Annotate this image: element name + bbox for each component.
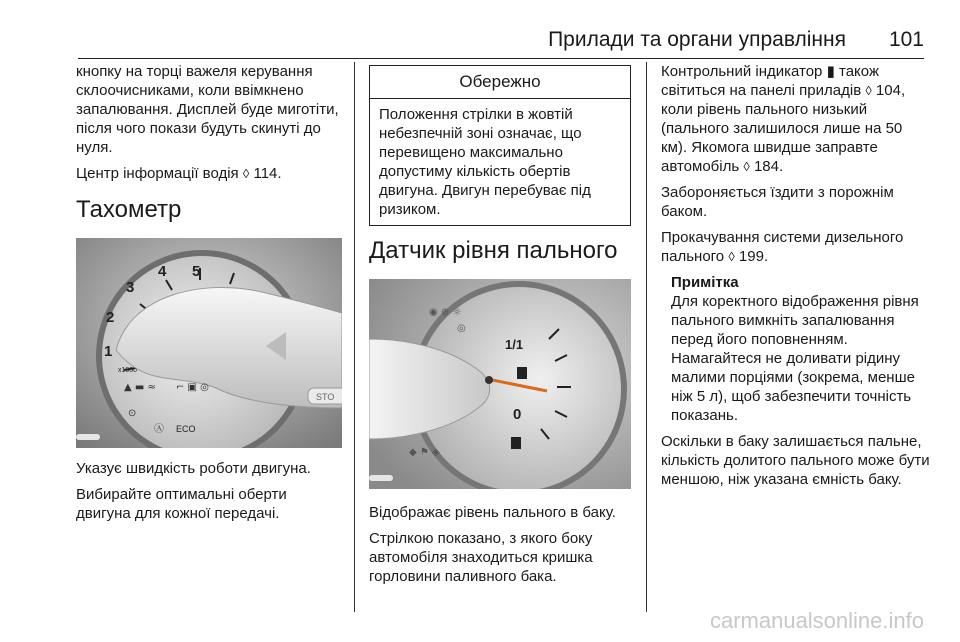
page-number: 101 — [888, 28, 924, 51]
tacho-label: 4 — [158, 263, 167, 280]
column-3 — [661, 62, 931, 496]
page-reference[interactable]: 199. — [734, 248, 769, 265]
svg-text:Ⓐ: Ⓐ — [154, 424, 164, 435]
tacho-label: ECO — [176, 424, 196, 434]
tacho-label: 2 — [106, 309, 115, 326]
tacho-label: 5 — [192, 263, 201, 280]
text: 104, коли рівень пального низький (пального залишилося лише на 50 км). Якомога швидше заправте автомобіль — [661, 82, 906, 175]
svg-text:⊙: ⊙ — [128, 408, 137, 419]
paragraph: Забороняється їздити з порожнім баком. — [661, 184, 894, 220]
caution-box — [369, 65, 631, 226]
text: Прокачування системи дизельного пального — [661, 229, 904, 265]
paragraph — [661, 62, 931, 176]
text: Контрольний індикатор — [661, 63, 827, 80]
tacho-label: x1000 — [118, 367, 138, 374]
reference-arrow-icon: ◊ — [242, 166, 250, 181]
svg-text:◉ ⊕ ☼: ◉ ⊕ ☼ — [429, 307, 462, 318]
paragraph — [661, 228, 931, 266]
note-title: Примітка — [671, 274, 739, 291]
note-text: Для коректного відображення рівня пального вимкніть запалювання перед його поповненням. Намагайтеся не доливати рідину малими порціями (зокрема, менше ніж 5 л), щоб забезпечити точність показань. — [671, 293, 919, 424]
paragraph: Стрілкою показано, з якого боку автомобіля знаходиться кришка горловини паливного бака. — [369, 530, 593, 585]
caution-text: Положення стрілки в жовтій небезпечній зоні означає, що перевищено максимально допустиму кількість обертів двигуна. Двигун перебуває під ризиком. — [379, 106, 591, 218]
tacho-label: STO — [316, 392, 335, 402]
section-heading: Датчик рівня пального — [369, 237, 618, 264]
tachometer-image — [76, 238, 342, 448]
section-heading: Тахометр — [76, 196, 182, 223]
fuel-gauge-image — [369, 279, 631, 489]
text: також світиться на панелі приладів — [661, 63, 879, 99]
paragraph: Відображає рівень пального в баку. — [369, 504, 616, 521]
text: Центр інформації водія — [76, 165, 243, 182]
column-divider — [646, 62, 647, 612]
reference-arrow-icon: ◊ — [865, 83, 872, 98]
gauge-label: 0 — [513, 406, 522, 423]
svg-text:◆ ⚑ ◈: ◆ ⚑ ◈ — [409, 447, 440, 458]
page-header — [78, 26, 924, 59]
page-reference[interactable]: 114. — [249, 165, 282, 182]
reference-arrow-icon: ◊ — [743, 159, 750, 174]
page-reference[interactable]: 184. — [749, 158, 784, 175]
column-1 — [76, 62, 342, 530]
paragraph: кнопку на торці важеля керування склоочисниками, коли ввімкнено запалювання. Дисплей буде миготіти, після чого покази будуть скинуті до нуля. — [76, 63, 339, 156]
svg-text:▲ ▬ ≈: ▲ ▬ ≈ — [124, 382, 156, 393]
paragraph: Оскільки в баку залишається пальне, кількість долитого пального може бути меншою, ніж указана ємність баку. — [661, 433, 930, 488]
paragraph: Вибирайте оптимальні оберти двигуна для кожної передачі. — [76, 486, 287, 522]
watermark: carmanualsonline.info — [709, 608, 924, 633]
tacho-label: 1 — [104, 343, 113, 360]
paragraph: Указує швидкість роботи двигуна. — [76, 460, 311, 477]
fuel-pump-icon: ▮ — [826, 63, 835, 80]
paragraph — [76, 164, 342, 183]
tacho-label: 3 — [126, 279, 135, 296]
reference-arrow-icon: ◊ — [728, 249, 735, 264]
column-divider — [354, 62, 355, 612]
svg-text:⌐ ▣ ◎: ⌐ ▣ ◎ — [176, 382, 209, 393]
header-title: Прилади та органи управління — [548, 28, 846, 51]
svg-text:◎: ◎ — [457, 323, 466, 334]
gauge-label: 1/1 — [505, 337, 524, 352]
note-block — [661, 273, 931, 425]
caution-title: Обережно — [370, 66, 630, 99]
column-2 — [369, 62, 631, 593]
